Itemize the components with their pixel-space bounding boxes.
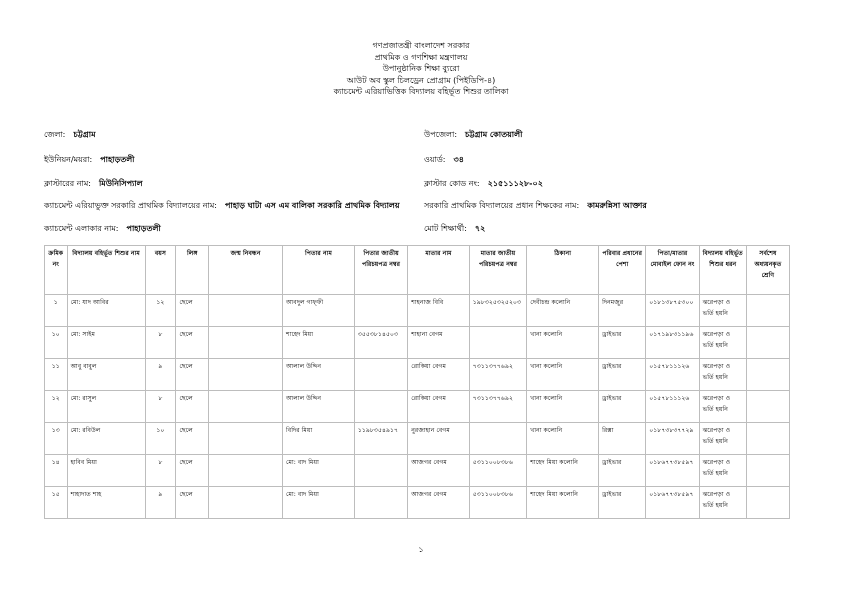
school-field [44, 200, 400, 213]
table-cell: রোকিয়া বেগম [408, 391, 470, 423]
column-header: পিতার জাতীয় পরিচয়পত্র নম্বর [354, 246, 407, 295]
table-cell: মো: রাসুল [67, 391, 145, 423]
table-cell: ৮ [145, 327, 176, 359]
head-teacher-field [424, 200, 647, 213]
column-header: ঠিকানা [527, 246, 599, 295]
table-cell: ঝরেপড়া ও ভর্তি হয়নি [699, 359, 746, 391]
district-field [44, 129, 96, 142]
table-cell [209, 295, 283, 327]
upazila-label: উপজেলা: [424, 130, 458, 139]
catchment-area-value: পাহাড়তলী [126, 224, 161, 233]
table-header-row [45, 246, 790, 295]
table-cell: ১ [45, 295, 68, 327]
table-cell: বিদির মিয়া [283, 423, 355, 455]
school-label: ক্যাচমেন্ট এরিয়াভুক্ত সরকারি প্রাথমিক বিদ্যালয়ের নাম: [44, 201, 217, 210]
document-header [0, 40, 842, 98]
table-cell: ছেলে [176, 359, 209, 391]
table-cell: ০১৫৭৮১১১২৬ [646, 359, 699, 391]
table-cell: ঝরেপড়া ও ভর্তি হয়নি [699, 423, 746, 455]
table-cell: দেবীচন্দ্র কলোনি [527, 295, 599, 327]
table-cell: ৯ [145, 359, 176, 391]
column-header: বিদ্যালয় বহির্ভূত শিশুর ধরন [699, 246, 746, 295]
table-cell [209, 391, 283, 423]
table-cell [746, 327, 789, 359]
table-cell: হাবিব মিয়া [67, 455, 145, 487]
union-field [44, 154, 134, 167]
table-cell [746, 487, 789, 519]
table-cell: শাহেদ মিয়া [283, 327, 355, 359]
table-cell [354, 487, 407, 519]
table-cell: ১০ [45, 327, 68, 359]
table-cell: ১২ [45, 391, 68, 423]
table-cell [354, 359, 407, 391]
table-cell: শাহেদ মিয়া কলোনি [527, 487, 599, 519]
total-students-label: মোট শিক্ষার্থী: [424, 224, 467, 233]
head-teacher-value: কামরুন্নিসা আক্তার [587, 201, 647, 210]
head-teacher-label: সরকারি প্রাথমিক বিদ্যালয়ের প্রধান শিক্ষকের নাম: [424, 201, 580, 210]
table-cell: নুরজাহান বেগম [408, 423, 470, 455]
table-cell [209, 455, 283, 487]
district-value: চট্টগ্রাম [73, 130, 96, 139]
table-row [45, 487, 790, 519]
table-body [45, 295, 790, 519]
upazila-field [424, 129, 522, 142]
page-number: ১ [418, 545, 424, 554]
column-header: বয়স [145, 246, 176, 295]
table-cell: ড্রাইভার [599, 487, 646, 519]
table-cell [354, 455, 407, 487]
table-row [45, 359, 790, 391]
table-cell: খানা কলোনি [527, 359, 599, 391]
ward-field [424, 154, 464, 167]
total-students-field [424, 223, 485, 236]
table-cell: ছেলে [176, 423, 209, 455]
table-cell [469, 327, 526, 359]
column-header: বিদ্যালয় বহির্ভূত শিশুর নাম [67, 246, 145, 295]
table-cell: মো: বাদ মিয়া [283, 487, 355, 519]
cluster-label: ক্লাস্টারের নাম: [44, 179, 91, 188]
union-value: পাহাড়তলী [100, 155, 135, 164]
table-cell: দিনমজুর [599, 295, 646, 327]
table-cell: ১৯৮৩২৫৩২৫২০৩ [469, 295, 526, 327]
upazila-value: চট্টগ্রাম কোতয়ালী [465, 130, 523, 139]
table-row [45, 327, 790, 359]
table-cell: রিক্সা [599, 423, 646, 455]
table-cell [746, 359, 789, 391]
table-cell: ঝরেপড়া ও ভর্তি হয়নি [699, 455, 746, 487]
table-cell: ১৩ [45, 423, 68, 455]
cluster-code-label: ক্লাস্টার কোড নং: [424, 179, 480, 188]
column-header: লিঙ্গ [176, 246, 209, 295]
table-cell [469, 423, 526, 455]
header-line-1: গণপ্রজাতন্ত্রী বাংলাদেশ সরকার [372, 41, 470, 50]
table-row [45, 295, 790, 327]
table-cell: খানা কলোনি [527, 423, 599, 455]
ward-label: ওয়ার্ড: [424, 155, 446, 164]
table-cell: ৫৩১১০০৮৩৮৬ [469, 487, 526, 519]
table-cell: ৭৩১১৩৭৭৬৯২ [469, 391, 526, 423]
table-cell [354, 295, 407, 327]
table-cell [746, 455, 789, 487]
table-cell: রোকিয়া বেগম [408, 359, 470, 391]
ward-value: ৩৪ [453, 155, 464, 164]
table-cell: ০১৫৭৮১১১২৬ [646, 391, 699, 423]
table-cell: আবদুল গাফ্ফী [283, 295, 355, 327]
header-line-4: আউট অব স্কুল চিলড্রেন প্রোগ্রাম (পিইডিপি-৪) [346, 75, 496, 85]
table-cell: শাহেদ মিয়া কলোনি [527, 455, 599, 487]
table-cell: ঝরেপড়া ও ভর্তি হয়নি [699, 391, 746, 423]
table-cell: ড্রাইভার [599, 391, 646, 423]
table-cell: শাহাদাত শাহ [67, 487, 145, 519]
table-cell: ৩৫৫৩৮১৪৫০৩ [354, 327, 407, 359]
table-cell [209, 487, 283, 519]
table-cell: ১৪ [45, 455, 68, 487]
cluster-code-field [424, 178, 543, 191]
table-cell: খানা কলোনি [527, 391, 599, 423]
table-cell: ছেলে [176, 327, 209, 359]
table-cell: ০১৭১৯৮৩১১৯৬ [646, 327, 699, 359]
table-cell: মো: সাইম [67, 327, 145, 359]
table-cell: ৫৩১১০০৮৩৮৬ [469, 455, 526, 487]
table-cell: ৮ [145, 391, 176, 423]
table-cell [354, 391, 407, 423]
table-row [45, 455, 790, 487]
table-cell: ০১৮১৩৮৭৫৩০০ [646, 295, 699, 327]
table-row [45, 423, 790, 455]
table-cell: আলাল উদ্দিন [283, 391, 355, 423]
table-cell: ছেলে [176, 391, 209, 423]
cluster-field [44, 178, 143, 191]
table-cell: ছেলে [176, 455, 209, 487]
children-table [44, 245, 790, 519]
catchment-area-label: ক্যাচমেন্ট এলাকার নাম: [44, 224, 119, 233]
table-cell: ১১ [45, 359, 68, 391]
table-cell: ড্রাইভার [599, 327, 646, 359]
table-cell: ০১৮৭৩৮৩৭৭২৯ [646, 423, 699, 455]
total-students-value: ৭২ [474, 224, 486, 233]
table-cell: ০১৮৬৭৭৩৮৫৯৭ [646, 487, 699, 519]
table-cell [746, 391, 789, 423]
table-cell: আজগর বেগম [408, 487, 470, 519]
column-header: ক্রমিক নং [45, 246, 68, 295]
column-header: পিতা/মাতার মোবাইল ফোন নং [646, 246, 699, 295]
cluster-value: মিউনিসিপ্যাল [98, 179, 143, 188]
table-cell: ০১৮৬৭৭৩৮৫৯৭ [646, 455, 699, 487]
table-cell: ১১৯৮৩৫৪৯১৭ [354, 423, 407, 455]
table-cell: ১২ [145, 295, 176, 327]
column-header: পরিবার প্রধানের পেশা [599, 246, 646, 295]
table-cell: আলাল উদ্দিন [283, 359, 355, 391]
table-cell: মো: রবিউল [67, 423, 145, 455]
catchment-area-field [44, 223, 161, 236]
table-row [45, 391, 790, 423]
column-header: মাতার জাতীয় পরিচয়পত্র নম্বর [469, 246, 526, 295]
table-cell: ড্রাইভার [599, 455, 646, 487]
table-cell: খানা কলোনি [527, 327, 599, 359]
union-label: ইউনিয়ন/ময়রা: [44, 155, 93, 164]
table-cell [209, 423, 283, 455]
table-cell: ড্রাইভার [599, 359, 646, 391]
table-cell: ঝরেপড়া ও ভর্তি হয়নি [699, 487, 746, 519]
table-cell: মো: যাদ আবির [67, 295, 145, 327]
header-line-5: ক্যাচমেন্ট এরিয়াভিত্তিক বিদ্যালয় বহির্ভূত শিশুর তালিকা [333, 87, 509, 96]
district-label: জেলা: [44, 130, 66, 139]
table-cell: মো: বাদ মিয়া [283, 455, 355, 487]
column-header: সর্বশেষ অধ্যয়নকৃত শ্রেণি [746, 246, 789, 295]
table-cell [209, 327, 283, 359]
table-cell: ছেলে [176, 487, 209, 519]
column-header: পিতার নাম [283, 246, 355, 295]
table-cell [746, 295, 789, 327]
column-header: মাতার নাম [408, 246, 470, 295]
header-line-2: প্রাথমিক ও গণশিক্ষা মন্ত্রণালয় [374, 52, 468, 62]
header-line-3: উপানুষ্ঠানিক শিক্ষা ব্যুরো [382, 64, 460, 73]
table-cell: ছেলে [176, 295, 209, 327]
column-header: জন্ম নিবন্ধন [209, 246, 283, 295]
table-cell: ৯ [145, 487, 176, 519]
table-cell [209, 359, 283, 391]
table-cell: ৮ [145, 455, 176, 487]
table-cell: ১০ [145, 423, 176, 455]
table-cell: আজগর বেগম [408, 455, 470, 487]
table-cell: শাহানা বেগম [408, 327, 470, 359]
table-cell: শাহনাজ বিবি [408, 295, 470, 327]
table-cell: ঝরেপড়া ও ভর্তি হয়নি [699, 295, 746, 327]
school-value: পাহাড় ঘাটা এস এম বালিকা সরকারি প্রাথমিক বিদ্যালয় [224, 201, 400, 210]
table-cell: ঝরেপড়া ও ভর্তি হয়নি [699, 327, 746, 359]
cluster-code-value: ২১৫১১১২৮-০২ [487, 179, 543, 188]
table-cell: আবু বাবুল [67, 359, 145, 391]
table-cell [746, 423, 789, 455]
table-cell: ১৫ [45, 487, 68, 519]
table-cell: ৭৩১১৩৭৭৬৯২ [469, 359, 526, 391]
